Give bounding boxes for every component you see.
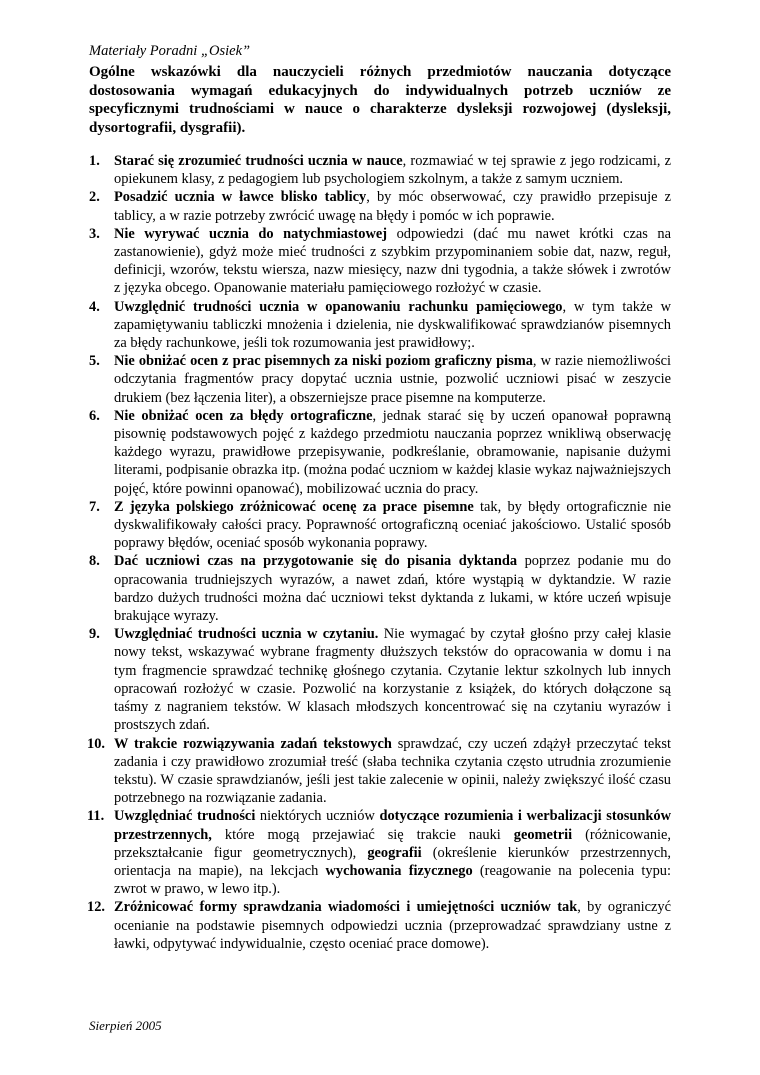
list-item-text: , w razie niemożliwości odczytania fragmentów pracy dopytać ucznia ustnie, pozwolić uczniowi pisać w zeszycie drukiem (bez łączenia liter), a obszerniejsze prace pisemne na komputerze. [114, 353, 671, 406]
list-item-number: 6. [89, 407, 100, 424]
list-item-number: 2. [89, 189, 100, 206]
list-item-text: odpowiedzi (dać mu nawet krótki czas na zastanowienie), gdyż może mieć trudności z szybkim przypominaniem sobie dat, nazw, reguł, definicji, wzorów, tekstu wiersza, nazw miesięcy, nazw dni tygodnia, a także słówek i zwrotów z języka obcego. Opanowanie materiału pamięciowego rozłożyć w czasie. [114, 225, 671, 297]
list-item-emphasis: Posadzić ucznia w ławce blisko tablicy [114, 189, 367, 206]
list-item-number: 12. [87, 899, 105, 916]
list-item-text: , w tym także w zapamiętywaniu tabliczki mnożenia i dzielenia, nie dyskwalifikować sprawdzianów pisemnych za błędy rachunkowe, jeśli tok rozumowania jest prawidłowy;. [114, 298, 672, 352]
header-note: Materiały Poradni „Osiek” [89, 43, 251, 59]
list-item-text: (reagowanie na polecenia typu: zwrot w prawo, w lewo itp.). [114, 862, 671, 898]
list-item-emphasis: Z języka polskiego zróżnicować ocenę za prace pisemne [114, 498, 474, 515]
list-item [89, 225, 671, 298]
list-item-emphasis: Uwzględniać trudności [114, 808, 256, 825]
list-item [89, 552, 671, 625]
list-item [89, 735, 671, 808]
list-item-emphasis: Nie obniżać ocen za błędy ortograficzne [114, 407, 373, 424]
list-item-text: tak, by błędy ortograficznie nie dyskwalifikowały całości pracy. Poprawność ortograficzną oceniać jakościowo. Ustalić sposób poprawy błędów, oceniać sposób wykonania poprawy. [114, 498, 671, 552]
list-item-emphasis: Starać się zrozumieć trudności ucznia w nauce [114, 153, 403, 169]
list-item-text: poprzez podanie mu do opracowania trudniejszych wyrazów, a nawet zdań, które wystąpią w dyktandzie. W razie bardzo dużych trudności można dać uczniowi tekst dyktanda z lukami, w które uczeń wpisuje brakujące wyrazy. [114, 553, 672, 625]
list-item-number: 10. [87, 735, 105, 752]
list-item-text: niektórych uczniów [255, 808, 380, 825]
list-item-emphasis: geometrii [513, 826, 573, 843]
list-item-text: , by móc obserwować, czy prawidło przepisuje z tablicy, a w razie potrzeby zwrócić uwagę na błędy i pomóc w ich poprawie. [114, 189, 671, 224]
list-item [89, 352, 671, 407]
document-title: Ogólne wskazówki dla nauczycieli różnych przedmiotów nauczania dotyczące dostosowania wymagań edukacyjnych do indywidualnych potrzeb uczniów ze specyficznymi trudnościami w nauce o charakterze dysleksji rozwojowej (dysleksji, dysortografii, dysgrafii). [89, 64, 671, 136]
list-item-text: Nie wymagać by czytał głośno przy całej klasie nowy tekst, wskazywać wybrane fragmenty dłuższych tekstów do opracowania w domu i na tym fragmencie sprawdzać technikę głośnego czytania. Czytanie lektur szkolnych lub innych opracowań rozłożyć w czasie. Pozwolić na korzystanie z książek, do których dołączone są taśmy z nagraniem tekstów. W klasach młodszych koncentrować się na czytaniu wyrazów i prostszych zdań. [114, 626, 671, 734]
list-item-emphasis: dotyczące rozumienia i werbalizacji stosunków przestrzennych, [114, 808, 672, 843]
list-item-number: 4. [89, 298, 100, 315]
footer-date: Sierpień 2005 [89, 1018, 162, 1033]
list-item-emphasis: Dać uczniowi czas na przygotowanie się do pisania dyktanda [114, 553, 518, 570]
guidelines-list [89, 152, 671, 953]
list-item-emphasis: geografii [367, 844, 422, 861]
list-item-emphasis: wychowania fizycznego [325, 862, 473, 879]
list-item-number: 3. [89, 225, 100, 242]
list-item [89, 188, 671, 224]
list-item-text: , jednak starać się by uczeń opanował poprawną pisownię podstawowych pojęć z każdego przedmiotu nauczania poprzez wnikliwą obserwację każdego wyrazu, prawidłowe przepisywanie, podkreślanie, obramowanie, napisanie dużymi literami, podpisanie obrazka itp. (można podać uczniom w każdej klasie wykaz najważniejszych pojęć, które powinni opanować), mobilizować ucznia do pracy. [114, 407, 671, 497]
list-item [89, 807, 671, 898]
list-item-text: , rozmawiać w tej sprawie z jego rodzicami, z opiekunem klasy, z pedagogiem lub psychologiem szkolnym, a także z samym uczniem. [114, 153, 672, 188]
list-item-number: 5. [89, 353, 100, 370]
list-item-emphasis: Zróżnicować formy sprawdzania wiadomości i umiejętności uczniów tak [114, 899, 578, 916]
list-item-text: (różnicowanie, przekształcanie figur geometrycznych), [114, 826, 672, 861]
list-item-emphasis: Nie wyrywać ucznia do natychmiastowej [114, 225, 388, 242]
list-item-text: sprawdzać, czy uczeń zdążył przeczytać tekst zadania i czy prawidłowo zrozumiał treść (słaba technika czytania często utrudnia zrozumienie tekstu). W czasie sprawdzianów, jeśli jest takie zalecenie w opinii, należy zwiększyć ilość czasu potrzebnego na rozwiązanie zadania. [114, 735, 671, 807]
list-item-emphasis: Uwzględnić trudności ucznia w opanowaniu rachunku pamięciowego [114, 298, 563, 315]
list-item-emphasis: Nie obniżać ocen z prac pisemnych za niski poziom graficzny pisma [114, 353, 533, 370]
list-item [89, 152, 671, 188]
list-item-number: 8. [89, 553, 100, 570]
list-item [89, 298, 671, 353]
list-item-text: (określenie kierunków przestrzennych, orientacja na mapie), na lekcjach [114, 844, 672, 879]
list-item-emphasis: Uwzględniać trudności ucznia w czytaniu. [114, 626, 379, 643]
list-item [89, 625, 671, 734]
list-item-number: 9. [89, 626, 100, 643]
list-item-number: 7. [89, 498, 100, 515]
list-item [89, 898, 671, 953]
list-item-number: 11. [87, 808, 105, 825]
list-item [89, 407, 671, 498]
list-item [89, 498, 671, 553]
list-item-emphasis: W trakcie rozwiązywania zadań tekstowych [114, 735, 392, 752]
list-item-text: , by ograniczyć ocenianie na podstawie pisemnych odpowiedzi ucznia (przeprowadzać sprawdziany ustne z ławki, odpytywać indywidualnie, często oceniać prace domowe). [114, 899, 671, 952]
list-item-number: 1. [89, 153, 100, 169]
list-item-text: które mogą przejawiać się trakcie nauki [211, 826, 514, 843]
